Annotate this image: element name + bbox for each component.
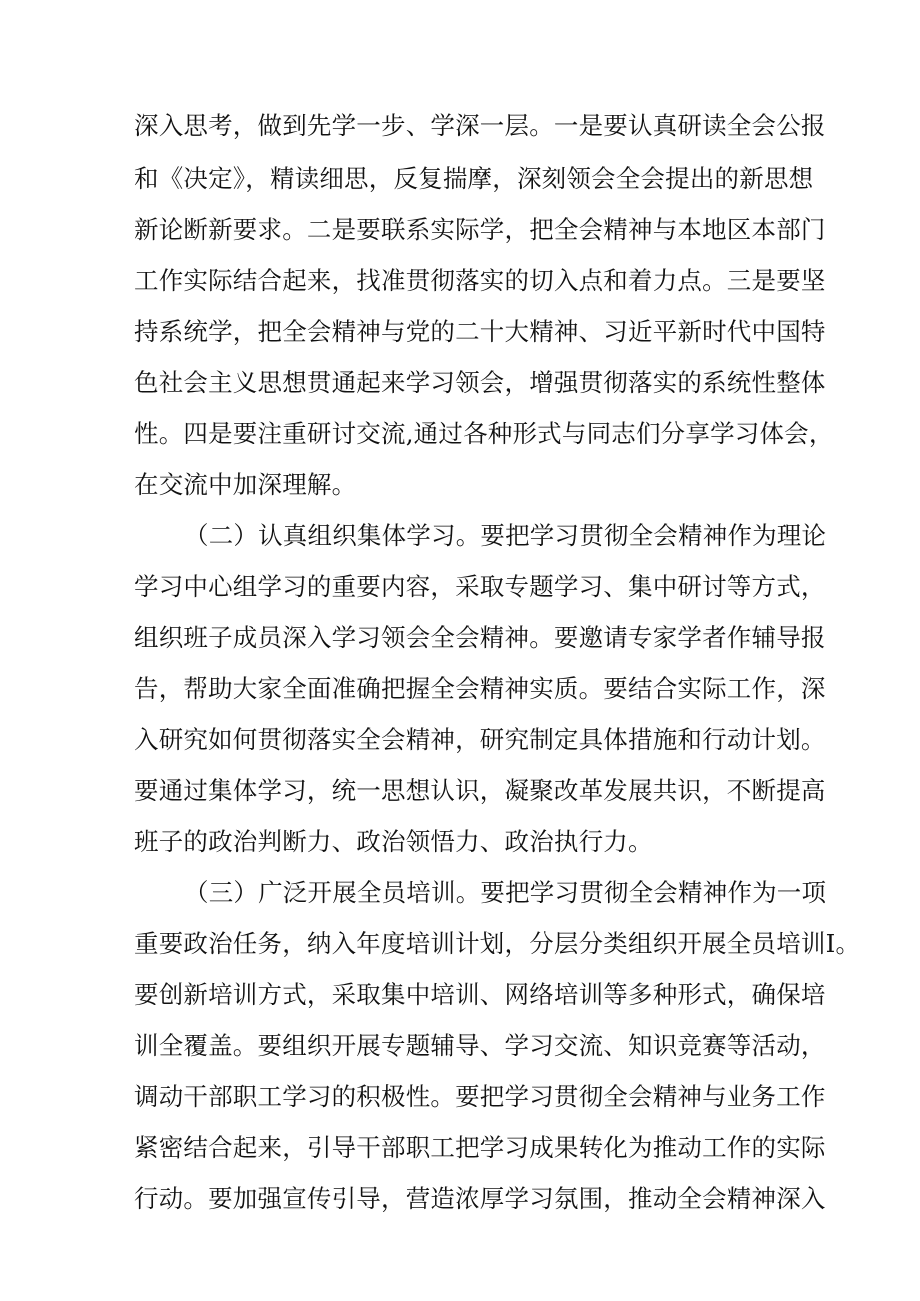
- body-text-line: 性。四是要注重研讨交流,通过各种形式与同志们分享学习体会，: [134, 419, 834, 448]
- body-text-line: 组织班子成员深入学习领会全会精神。要邀请专家学者作辅导报: [134, 623, 826, 652]
- body-text-line: 行动。要加强宣传引导，营造浓厚学习氛围，推动全会精神深入: [134, 1184, 826, 1213]
- body-text-line: 在交流中加深理解。: [134, 470, 357, 499]
- section-three-heading-line: （三）广泛开展全员培训。要把学习贯彻全会精神作为一项: [184, 878, 827, 907]
- body-text-line: 新论断新要求。二是要联系实际学，把全会精神与本地区本部门: [134, 215, 826, 244]
- body-text-line: 工作实际结合起来，找准贯彻落实的切入点和着力点。三是要坚: [134, 266, 826, 295]
- section-two-heading-line: （二）认真组织集体学习。要把学习贯彻全会精神作为理论: [184, 521, 827, 550]
- body-text-line: 学习中心组学习的重要内容，采取专题学习、集中研讨等方式，: [134, 572, 826, 601]
- body-text-line: 班子的政治判断力、政治领悟力、政治执行力。: [134, 827, 653, 856]
- body-text-line: 紧密结合起来，引导干部职工把学习成果转化为推动工作的实际: [134, 1133, 826, 1162]
- body-text-line: 要创新培训方式，采取集中培训、网络培训等多种形式，确保培: [134, 980, 826, 1009]
- body-text-line: 要通过集体学习，统一思想认识，凝聚改革发展共识，不断提高: [134, 776, 826, 805]
- body-text-line: 持系统学，把全会精神与党的二十大精神、习近平新时代中国特: [134, 317, 826, 346]
- body-text-line: 重要政治任务，纳入年度培训计划，分层分类组织开展全员培训I。: [134, 929, 861, 958]
- body-text-line: 色社会主义思想贯通起来学习领会，增强贯彻落实的系统性整体: [134, 368, 826, 397]
- body-text-line: 入研究如何贯彻落实全会精神，研究制定具体措施和行动计划。: [134, 725, 826, 754]
- body-text-line: 和《决定》，精读细思，反复揣摩，深刻领会全会提出的新思想: [134, 164, 814, 193]
- body-text-line: 深入思考，做到先学一步、学深一层。一是要认真研读全会公报: [134, 111, 826, 140]
- body-text-line: 告，帮助大家全面准确把握全会精神实质。要结合实际工作，深: [134, 674, 826, 703]
- body-text-line: 调动干部职工学习的积极性。要把学习贯彻全会精神与业务工作: [134, 1082, 826, 1111]
- body-text-line: 训全覆盖。要组织开展专题辅导、学习交流、知识竞赛等活动，: [134, 1031, 826, 1060]
